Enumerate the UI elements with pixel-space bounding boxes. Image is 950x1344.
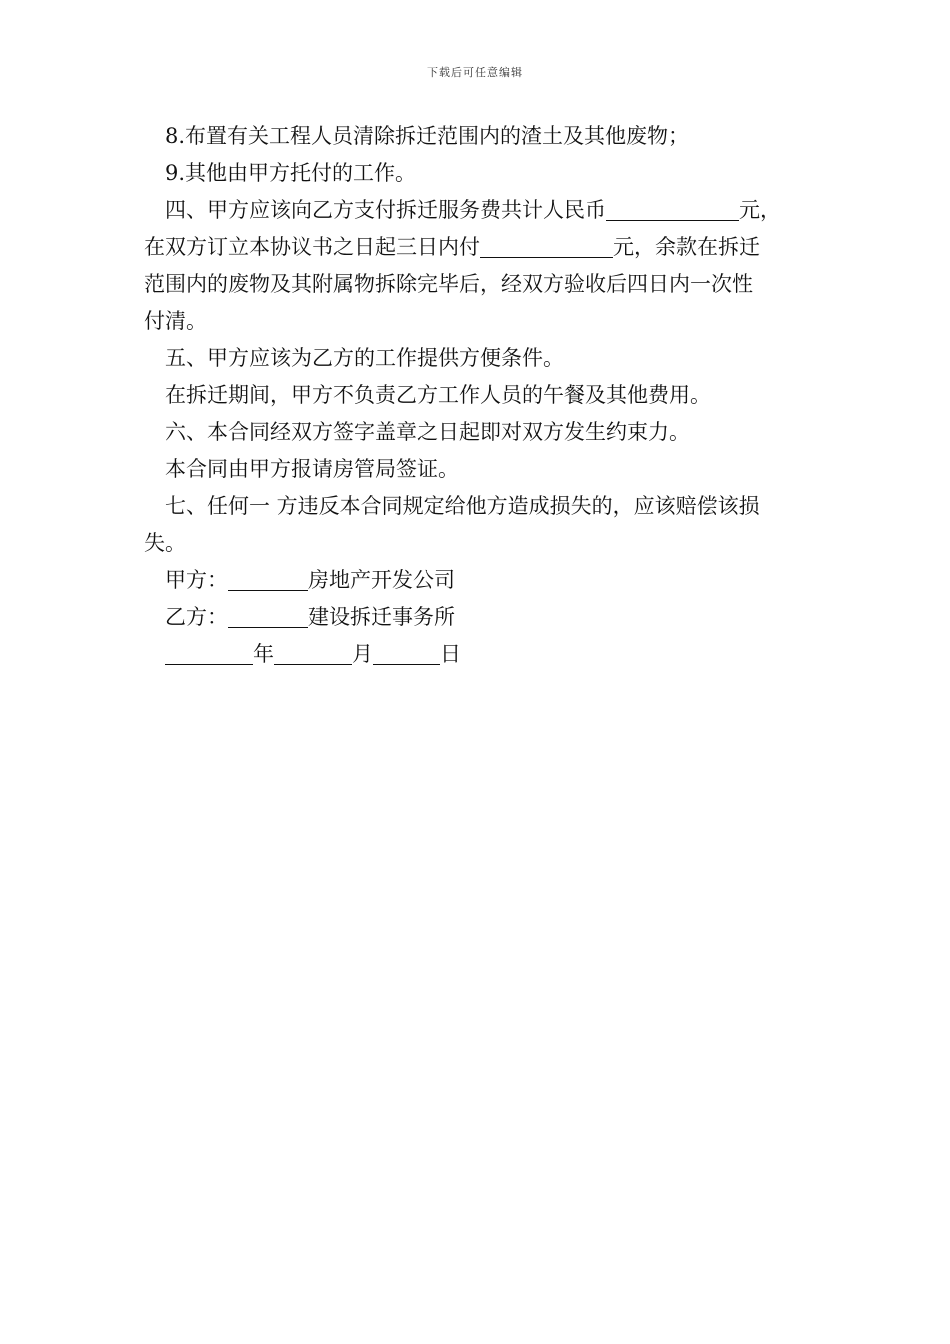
day-blank bbox=[373, 638, 440, 665]
clause-5: 五、甲方应该为乙方的工作提供方便条件。 bbox=[165, 346, 564, 370]
date-line bbox=[144, 636, 814, 673]
day-label: 日 bbox=[440, 642, 461, 666]
clause-4-text-b: 元， bbox=[739, 198, 781, 222]
clause-4-line-1 bbox=[144, 192, 814, 229]
clause-item-8: 8.布置有关工程人员清除拆迁范围内的渣土及其他废物； bbox=[165, 124, 690, 148]
clause-4-text-a: 四、甲方应该向乙方支付拆迁服务费共计人民币 bbox=[165, 198, 606, 222]
clause-4-line-4: 付清。 bbox=[144, 309, 207, 333]
clause-7-line-2: 失。 bbox=[144, 531, 186, 555]
party-b-line bbox=[144, 599, 814, 636]
year-blank bbox=[165, 638, 253, 665]
advance-payment-blank bbox=[480, 231, 613, 258]
clause-7-line-1: 七、任何一 方违反本合同规定给他方造成损失的，应该赔偿该损 bbox=[165, 494, 760, 518]
month-label: 月 bbox=[352, 642, 373, 666]
service-fee-total-blank bbox=[606, 194, 739, 221]
page-header: 下载后可任意编辑 bbox=[427, 66, 523, 79]
month-blank bbox=[274, 638, 352, 665]
party-a-line bbox=[144, 562, 814, 599]
clause-6-note: 本合同由甲方报请房管局签证。 bbox=[165, 457, 459, 481]
clause-5-note: 在拆迁期间，甲方不负责乙方工作人员的午餐及其他费用。 bbox=[165, 383, 711, 407]
party-b-label: 乙方： bbox=[165, 605, 228, 629]
clause-4-text-c: 在双方订立本协议书之日起三日内付 bbox=[144, 235, 480, 259]
party-b-name-blank bbox=[228, 601, 308, 628]
clause-6: 六、本合同经双方签字盖章之日起即对双方发生约束力。 bbox=[165, 420, 690, 444]
clause-4-text-d: 元，余款在拆迁 bbox=[613, 235, 760, 259]
party-a-suffix: 房地产开发公司 bbox=[308, 568, 455, 592]
party-a-label: 甲方： bbox=[165, 568, 228, 592]
party-a-name-blank bbox=[228, 564, 308, 591]
clause-4-line-2 bbox=[144, 229, 814, 266]
clause-4-line-3: 范围内的废物及其附属物拆除完毕后，经双方验收后四日内一次性 bbox=[144, 272, 753, 296]
clause-item-9: 9.其他由甲方托付的工作。 bbox=[165, 161, 417, 185]
year-label: 年 bbox=[253, 642, 274, 666]
document-body bbox=[144, 118, 814, 673]
party-b-suffix: 建设拆迁事务所 bbox=[308, 605, 455, 629]
